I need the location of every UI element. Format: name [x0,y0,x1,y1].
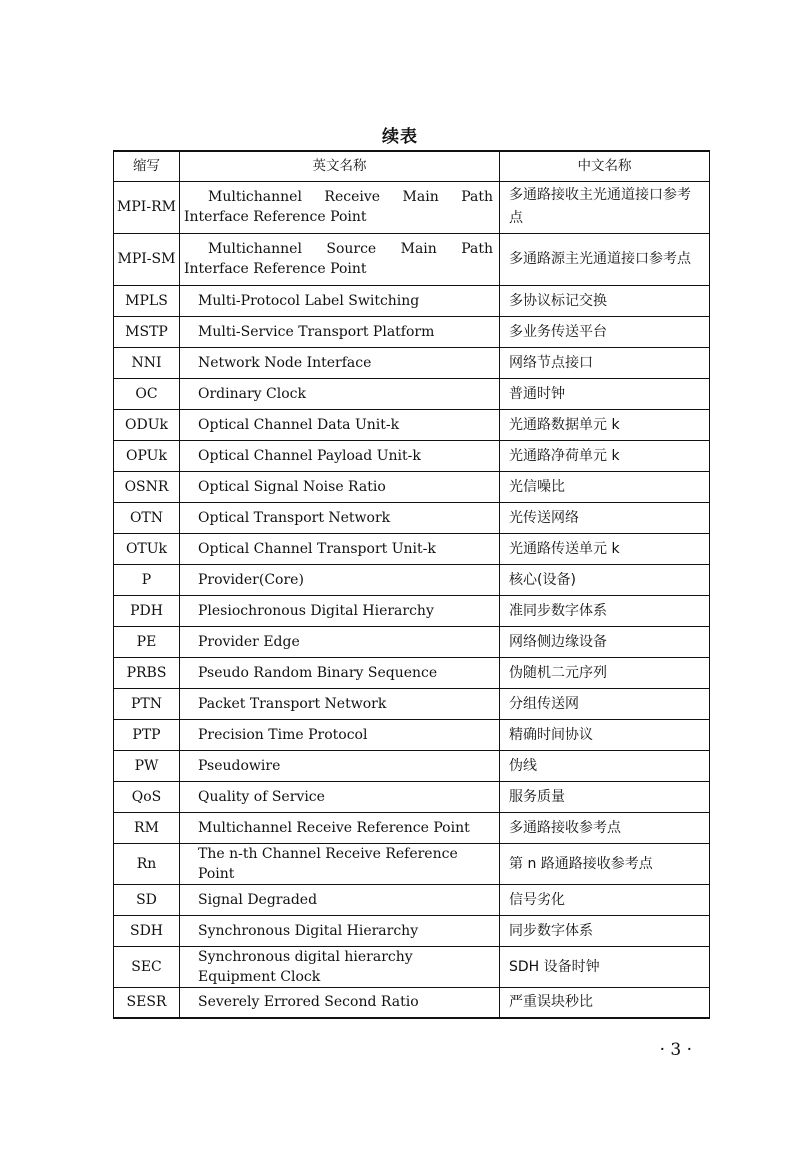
table-row [114,719,710,750]
chinese-name-cell: 光信噪比 [500,471,710,502]
abbr-cell: SESR [114,987,180,1018]
abbr-cell: OTN [114,502,180,533]
english-name-cell: Multichannel Receive Main Path Interface Reference Point [180,181,500,233]
table-row [114,471,710,502]
chinese-name-cell: 伪线 [500,750,710,781]
english-name-cell: Synchronous digital hierarchy Equipment Clock [180,946,500,987]
table-row [114,812,710,843]
abbr-cell: MPI-SM [114,233,180,285]
abbr-cell: PW [114,750,180,781]
chinese-name-cell: 多通路源主光通道接口参考点 [500,233,710,285]
chinese-name-cell: 第 n 路通路接收参考点 [500,843,710,884]
english-name-cell: The n-th Channel Receive Reference Point [180,843,500,884]
table-row [114,233,710,285]
english-name-cell: Multichannel Receive Reference Point [180,812,500,843]
chinese-name-cell: 普通时钟 [500,378,710,409]
chinese-name-cell: 伪随机二元序列 [500,657,710,688]
chinese-name-cell: 多协议标记交换 [500,285,710,316]
chinese-name-cell: 光通路数据单元 k [500,409,710,440]
abbr-cell: MSTP [114,316,180,347]
abbr-cell: Rn [114,843,180,884]
header-english: 英文名称 [180,151,500,181]
table-row [114,987,710,1018]
english-name-cell: Multichannel Source Main Path Interface Reference Point [180,233,500,285]
table-row [114,285,710,316]
header-chinese: 中文名称 [500,151,710,181]
chinese-name-cell: 多通路接收主光通道接口参考点 [500,181,710,233]
chinese-name-cell: 分组传送网 [500,688,710,719]
english-name-cell: Multi-Protocol Label Switching [180,285,500,316]
abbr-cell: PE [114,626,180,657]
chinese-name-cell: 光通路传送单元 k [500,533,710,564]
chinese-name-cell: 精确时间协议 [500,719,710,750]
abbr-cell: ODUk [114,409,180,440]
chinese-name-cell: 严重误块秒比 [500,987,710,1018]
english-name-cell: Optical Transport Network [180,502,500,533]
english-name-cell: Severely Errored Second Ratio [180,987,500,1018]
table-row [114,843,710,884]
abbreviation-table [113,150,710,1019]
english-name-cell: Quality of Service [180,781,500,812]
table-row [114,181,710,233]
english-name-cell: Signal Degraded [180,884,500,915]
table-row [114,440,710,471]
chinese-name-cell: 网络侧边缘设备 [500,626,710,657]
chinese-name-cell: 多通路接收参考点 [500,812,710,843]
table-row [114,564,710,595]
table-row [114,626,710,657]
abbr-cell: PTN [114,688,180,719]
english-name-cell: Network Node Interface [180,347,500,378]
abbr-cell: PRBS [114,657,180,688]
abbr-cell: SDH [114,915,180,946]
chinese-name-cell: 网络节点接口 [500,347,710,378]
english-name-cell: Optical Channel Transport Unit-k [180,533,500,564]
abbr-cell: NNI [114,347,180,378]
abbr-cell: MPI-RM [114,181,180,233]
chinese-name-cell: 服务质量 [500,781,710,812]
chinese-name-cell: SDH 设备时钟 [500,946,710,987]
abbr-cell: QoS [114,781,180,812]
table-row [114,409,710,440]
chinese-name-cell: 光传送网络 [500,502,710,533]
abbr-cell: OTUk [114,533,180,564]
chinese-name-cell: 核心(设备) [500,564,710,595]
table-row [114,781,710,812]
english-name-cell: Provider(Core) [180,564,500,595]
english-name-cell: Precision Time Protocol [180,719,500,750]
table-row [114,533,710,564]
english-name-cell: Optical Channel Payload Unit-k [180,440,500,471]
abbr-cell: SEC [114,946,180,987]
header-abbr: 缩写 [114,151,180,181]
abbr-cell: RM [114,812,180,843]
table-row [114,915,710,946]
table-row [114,595,710,626]
abbr-cell: OSNR [114,471,180,502]
table-body [114,181,710,1018]
table-row [114,316,710,347]
abbr-cell: MPLS [114,285,180,316]
english-name-cell: Synchronous Digital Hierarchy [180,915,500,946]
table-header-row [114,151,710,181]
english-name-cell: Multi-Service Transport Platform [180,316,500,347]
abbr-cell: PTP [114,719,180,750]
table-row [114,884,710,915]
chinese-name-cell: 准同步数字体系 [500,595,710,626]
english-name-cell: Optical Signal Noise Ratio [180,471,500,502]
english-name-cell: Pseudowire [180,750,500,781]
chinese-name-cell: 光通路净荷单元 k [500,440,710,471]
chinese-name-cell: 信号劣化 [500,884,710,915]
chinese-name-cell: 同步数字体系 [500,915,710,946]
abbr-cell: PDH [114,595,180,626]
abbr-cell: OC [114,378,180,409]
table-row [114,657,710,688]
chinese-name-cell: 多业务传送平台 [500,316,710,347]
table-row [114,750,710,781]
english-name-cell: Packet Transport Network [180,688,500,719]
table-row [114,378,710,409]
table-row [114,347,710,378]
abbr-cell: P [114,564,180,595]
table-row [114,502,710,533]
table-caption: 续表 [382,127,418,147]
page-number: · 3 · [659,1040,692,1060]
english-name-cell: Optical Channel Data Unit-k [180,409,500,440]
abbr-cell: OPUk [114,440,180,471]
table-row [114,946,710,987]
english-name-cell: Pseudo Random Binary Sequence [180,657,500,688]
abbr-cell: SD [114,884,180,915]
table-row [114,688,710,719]
english-name-cell: Plesiochronous Digital Hierarchy [180,595,500,626]
english-name-cell: Provider Edge [180,626,500,657]
english-name-cell: Ordinary Clock [180,378,500,409]
